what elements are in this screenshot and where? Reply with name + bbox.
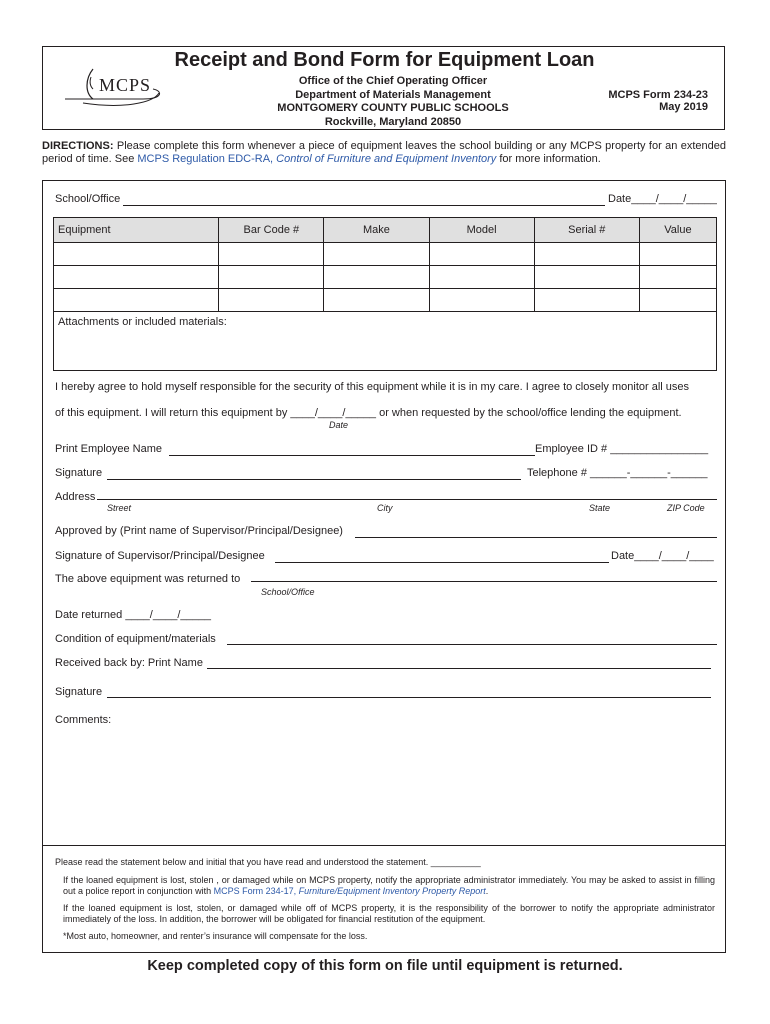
col-value: Value bbox=[639, 218, 716, 243]
supervisor-signature-label: Signature of Supervisor/Principal/Designee bbox=[55, 550, 265, 562]
zip-caption: ZIP Code bbox=[667, 503, 705, 513]
notice-text: If the loaned equipment is lost, stolen , or damaged while on MCPS property, notify the appropriate administrator immediately. You may be asked to assist in filling out a police report in conjunction with bbox=[63, 875, 715, 896]
signature2-field[interactable] bbox=[107, 697, 711, 698]
agreement-line-1: I hereby agree to hold myself responsible for the security of this equipment while it is in my care. I agree to closely monitor all uses bbox=[55, 381, 690, 393]
office-line: Office of the Chief Operating Officer bbox=[298, 75, 488, 87]
condition-label: Condition of equipment/materials bbox=[55, 633, 216, 645]
signature-field[interactable] bbox=[107, 479, 521, 480]
attachments-field[interactable] bbox=[53, 311, 717, 371]
col-model: Model bbox=[429, 218, 534, 243]
office-address bbox=[243, 75, 543, 129]
table-row[interactable] bbox=[54, 289, 717, 312]
notice-on-property bbox=[63, 875, 715, 896]
school-office-field[interactable] bbox=[123, 205, 605, 206]
comments-label: Comments: bbox=[55, 714, 112, 726]
regulation-title-link[interactable]: Control of Furniture and Equipment Inventory bbox=[276, 153, 497, 165]
signature-label: Signature bbox=[55, 467, 103, 479]
date-caption: Date bbox=[329, 420, 349, 430]
col-make: Make bbox=[324, 218, 429, 243]
directions-label: DIRECTIONS: bbox=[42, 140, 114, 152]
school-office-label: School/Office bbox=[55, 193, 121, 205]
col-serial: Serial # bbox=[534, 218, 639, 243]
table-header-row bbox=[54, 218, 717, 243]
supervisor-date-label[interactable]: Date____/____/____ bbox=[611, 550, 714, 562]
office-line: Department of Materials Management bbox=[295, 88, 491, 101]
directions bbox=[42, 140, 726, 166]
employee-id-label[interactable]: Employee ID # ________________ bbox=[535, 443, 709, 455]
condition-field[interactable] bbox=[227, 644, 717, 645]
approved-by-field[interactable] bbox=[355, 537, 717, 538]
signature2-label: Signature bbox=[55, 686, 103, 698]
comments-field[interactable] bbox=[55, 729, 715, 841]
street-caption: Street bbox=[107, 503, 132, 513]
received-back-label: Received back by: Print Name bbox=[55, 657, 203, 669]
footer-instruction: Keep completed copy of this form on file until equipment is returned. bbox=[147, 958, 623, 974]
office-line: Rockville, Maryland 20850 bbox=[324, 115, 462, 128]
returned-to-label: The above equipment was returned to bbox=[55, 573, 241, 585]
city-caption: City bbox=[377, 503, 393, 513]
form-234-17-link[interactable]: MCPS Form 234-17, bbox=[213, 885, 299, 896]
address-label: Address bbox=[55, 491, 96, 503]
table-row[interactable] bbox=[54, 243, 717, 266]
telephone-label[interactable]: Telephone # ______-______-______ bbox=[527, 467, 708, 479]
form-body bbox=[42, 180, 726, 953]
form-title: Receipt and Bond Form for Equipment Loan bbox=[174, 49, 595, 71]
state-caption: State bbox=[589, 503, 611, 513]
supervisor-signature-field[interactable] bbox=[275, 562, 609, 563]
insurance-note: *Most auto, homeowner, and renter’s insurance will compensate for the loss. bbox=[63, 931, 368, 941]
section-divider bbox=[43, 845, 725, 846]
form-date: May 2019 bbox=[659, 101, 708, 113]
notice-off-property: If the loaned equipment is lost, stolen, or damaged while off of MCPS property, it is the responsibility of the borrower to notify the appropriate administrator immediately of the loss. In addition, the borrower will be obligated for financial restitution of the equipment. bbox=[63, 903, 715, 924]
print-name-label: Print Employee Name bbox=[55, 443, 162, 455]
col-equipment: Equipment bbox=[54, 218, 219, 243]
office-line: MONTGOMERY COUNTY PUBLIC SCHOOLS bbox=[277, 102, 509, 114]
notice-text-end: . bbox=[485, 885, 489, 896]
form-number: MCPS Form 234-23 bbox=[608, 89, 708, 101]
form-number-block bbox=[608, 89, 708, 113]
date-label[interactable]: Date____/____/_____ bbox=[608, 193, 717, 205]
date-returned-label[interactable]: Date returned ____/____/_____ bbox=[55, 609, 211, 621]
mcps-logo bbox=[63, 65, 183, 115]
logo-text: MCPS bbox=[99, 75, 152, 95]
attachments-label: Attachments or included materials: bbox=[58, 316, 227, 328]
received-back-field[interactable] bbox=[207, 668, 711, 669]
approved-by-label: Approved by (Print name of Supervisor/Principal/Designee) bbox=[55, 525, 343, 537]
initial-statement: Please read the statement below and initial that you have read and understood the statement. __________ bbox=[55, 857, 481, 867]
employee-name-field[interactable] bbox=[169, 455, 535, 456]
equipment-table bbox=[53, 217, 717, 312]
school-office-caption: School/Office bbox=[261, 587, 315, 597]
header-box bbox=[42, 46, 725, 130]
address-field[interactable] bbox=[97, 499, 717, 500]
col-barcode: Bar Code # bbox=[219, 218, 324, 243]
inventory-report-link[interactable]: Furniture/Equipment Inventory Property Report bbox=[298, 885, 486, 896]
directions-text-end: for more information. bbox=[496, 153, 601, 165]
regulation-link[interactable]: MCPS Regulation EDC-RA, bbox=[137, 153, 277, 165]
table-row[interactable] bbox=[54, 266, 717, 289]
directions-text: Please complete this form whenever a piece of equipment leaves the school building or any MCPS property for an extended period of time. See bbox=[42, 140, 726, 165]
agreement-line-2: of this equipment. I will return this equipment by ____/____/_____ or when requested by the school/office lending the equipment. bbox=[55, 407, 682, 419]
returned-to-field[interactable] bbox=[251, 581, 717, 582]
